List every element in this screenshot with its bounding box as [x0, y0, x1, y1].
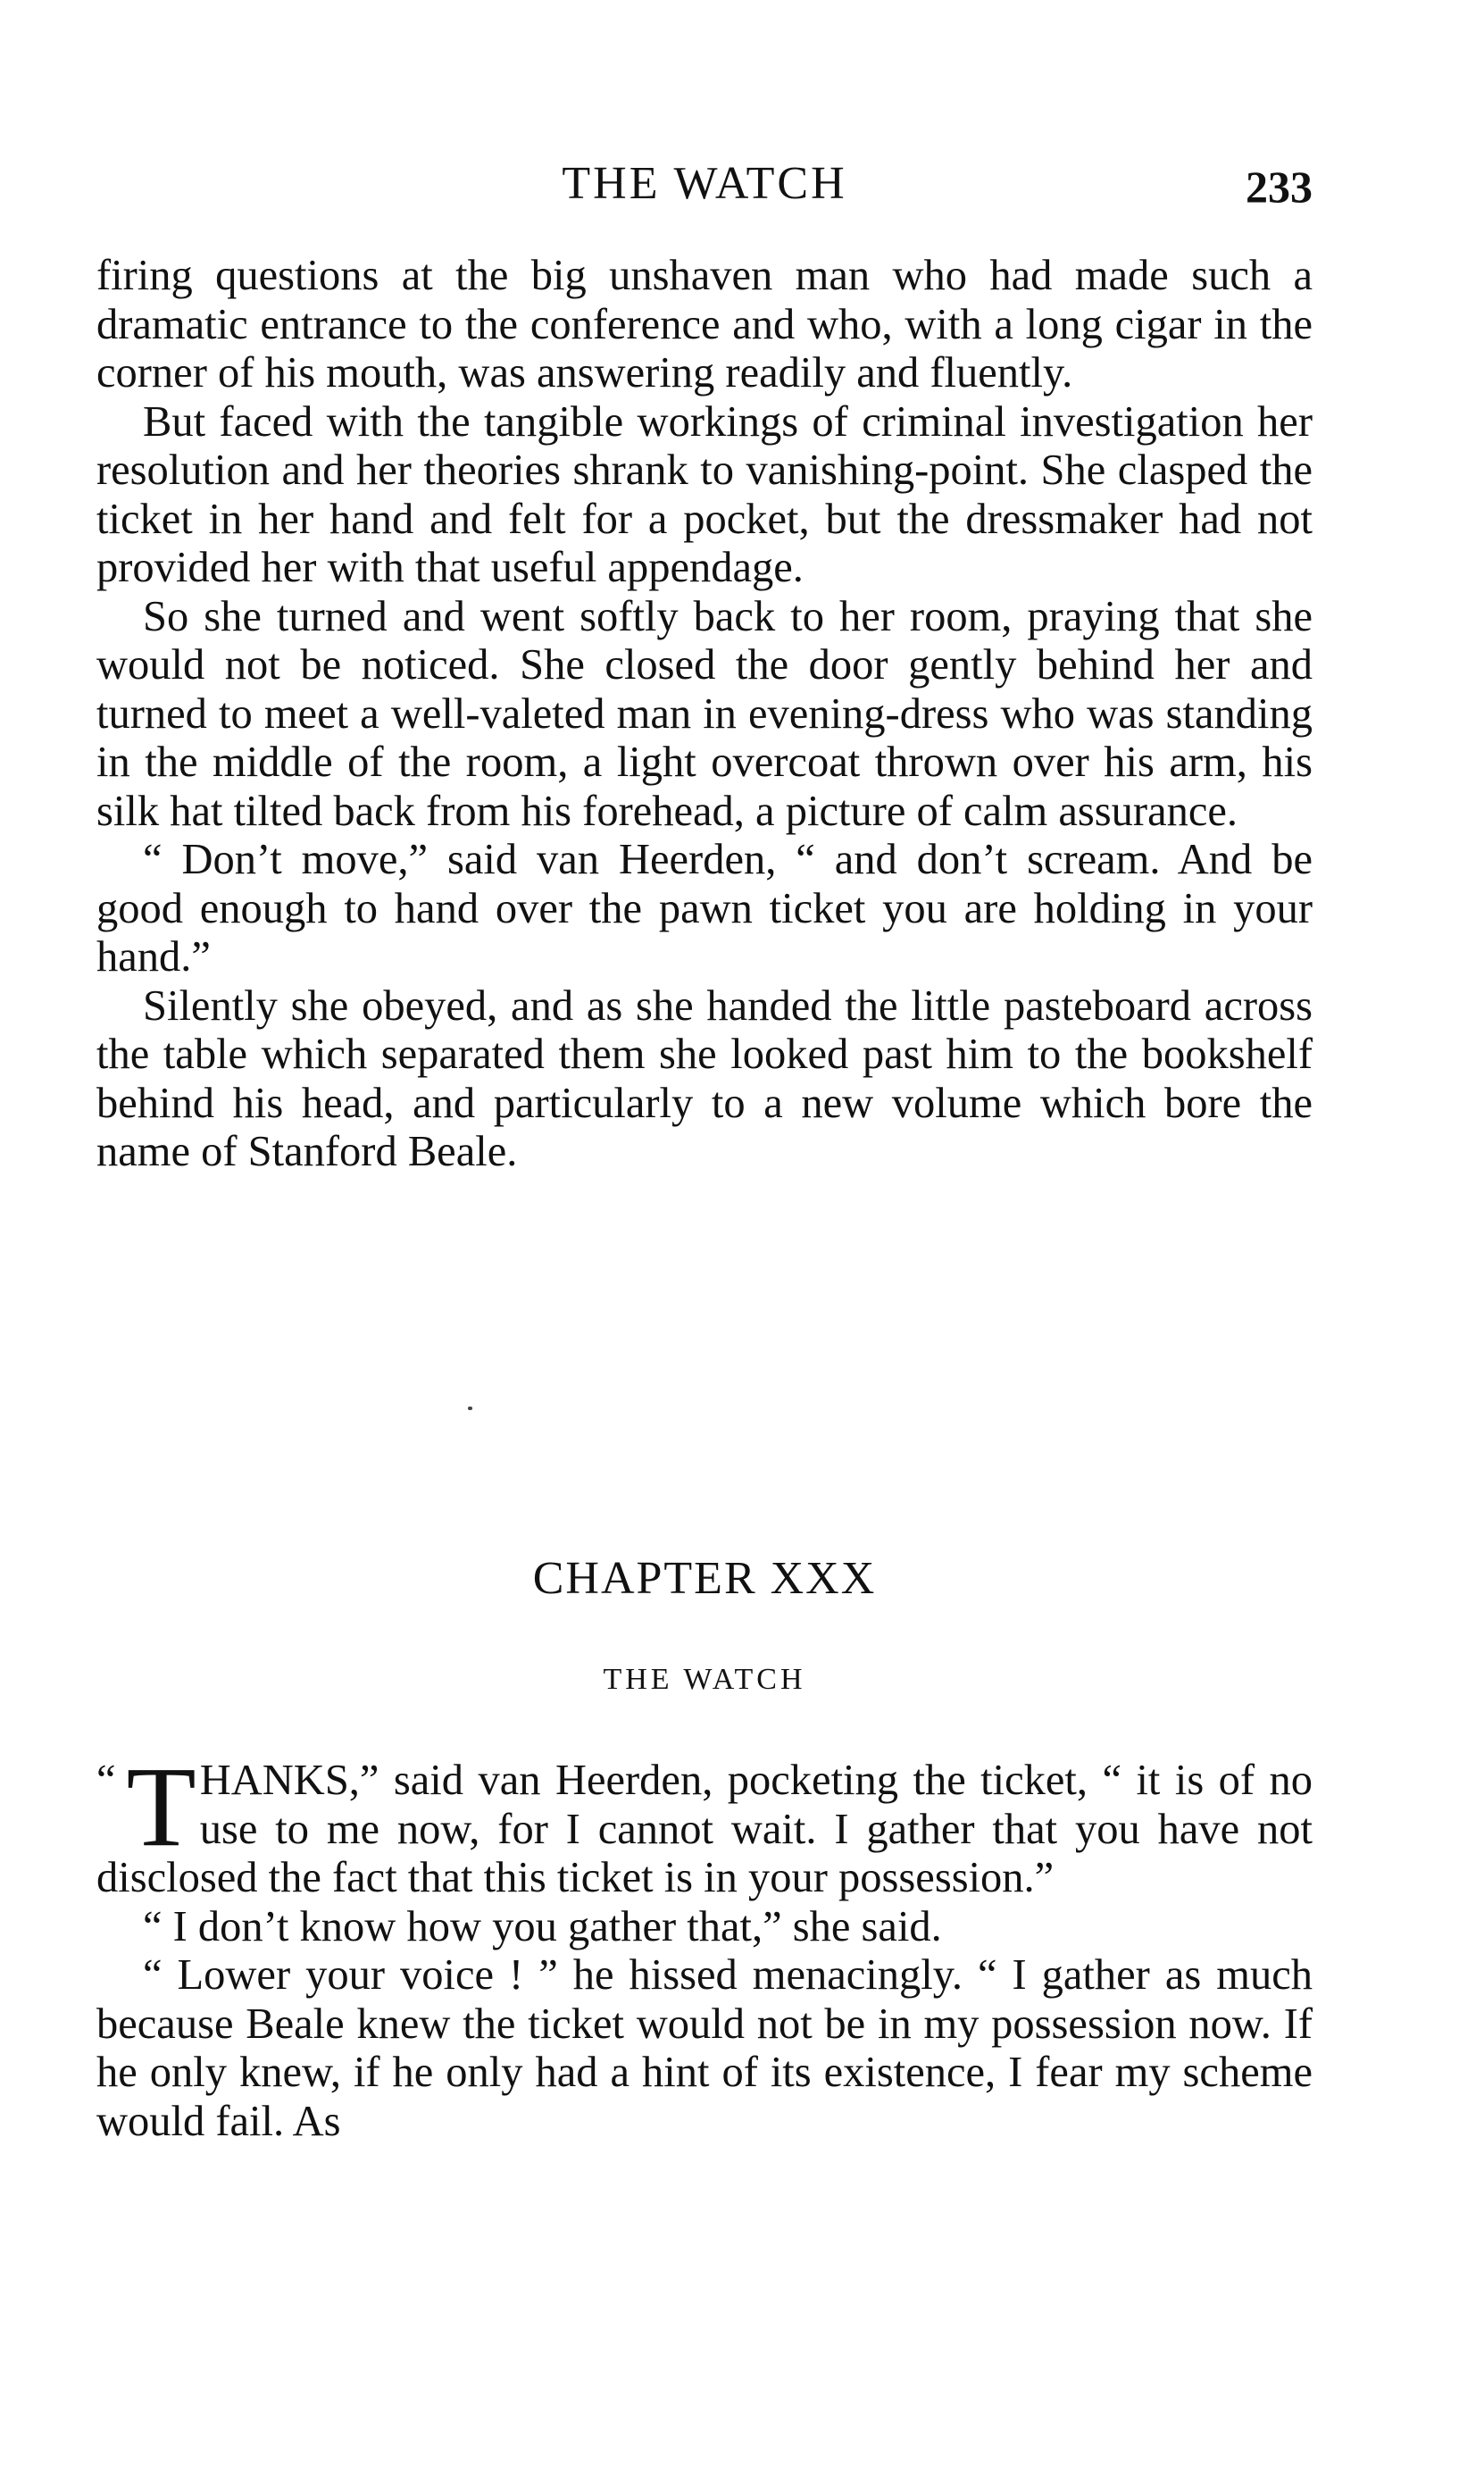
paragraph: Silently she obeyed, and as she handed the little pasteboard across the table which separated them she looked past him to the bookshelf behind his head, and particularly to a new volume which bore the name of Stanford Beale.: [96, 981, 1313, 1175]
opening-paragraph-text: HANKS,” said van Heerden, pocketing the ticket, “ it is of no use to me now, for I cannot wait. I gather that you have not disclosed the fact that this ticket is in your possession.”: [96, 1757, 1313, 1901]
paragraph: firing questions at the big unshaven man who had made such a dramatic entrance to the conference and who, with a long cigar in the corner of his mouth, was answering readily and fluently.: [96, 252, 1313, 397]
chapter-title: CHAPTER XXX: [532, 1553, 877, 1604]
paragraph: So she turned and went softly back to her room, praying that she would not be noticed. She closed the door gently behind her and turned to meet a well-valeted man in evening-dress who was standing in the middle of the room, a light overcoat thrown over his arm, his silk hat tilted back from his forehead, a picture of calm assurance.: [96, 592, 1313, 835]
paragraph: “ Don’t move,” said van Heerden, “ and don’t scream. And be good enough to hand over the pawn ticket you are holding in your hand.”: [96, 836, 1313, 981]
opening-quote: “: [96, 1757, 116, 1804]
paragraph: But faced with the tangible workings of criminal investigation her resolution and her theories shrank to vanishing-point. She clasped the ticket in her hand and felt for a pocket, but the dressmaker had not provided her with that useful appendage.: [96, 397, 1313, 591]
paragraph: “ I don’t know how you gather that,” she said.: [143, 1902, 942, 1950]
continuation-text: [96, 252, 1313, 1177]
paragraph: “ Lower your voice ! ” he hissed menacingly. “ I gather as much because Beale knew the ticket would not be in my possession now. If he only knew, if he only had a hint of its existence, I fear my scheme would fail. As: [96, 1951, 1313, 2145]
chapter-opening-paragraph: [96, 1743, 1313, 1903]
page-number: 233: [1246, 162, 1313, 212]
print-speck: [468, 1407, 472, 1410]
running-head: [96, 157, 1313, 211]
drop-cap: T: [126, 1743, 196, 1870]
chapter-subtitle: THE WATCH: [603, 1663, 806, 1696]
chapter-text: [96, 1743, 1313, 2146]
running-title: THE WATCH: [562, 158, 847, 209]
